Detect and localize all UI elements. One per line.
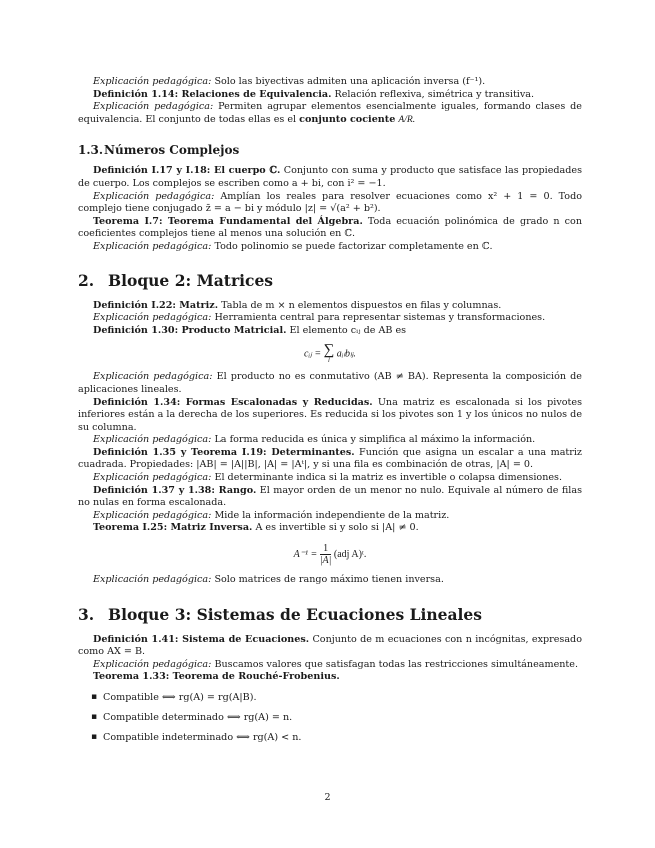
paragraph	[78, 447, 582, 472]
text: Permiten agrupar elementos esencialmente iguales, formando clases de equivalencia. El conjunto de todas ellas es el	[78, 101, 582, 125]
text: El elemento cᵢⱼ de AB es	[289, 324, 407, 336]
text: Mide la información independiente de la matriz.	[214, 509, 450, 521]
label: Definición 1.35 y Teorema I.19: Determinantes.	[93, 446, 355, 458]
text: El mayor orden de un menor no nulo. Equivale al número de filas no nulas en forma escalonada.	[78, 484, 582, 509]
paragraph	[78, 397, 582, 435]
paragraph	[78, 165, 582, 190]
paragraph	[78, 472, 582, 485]
equation-lhs: cᵢⱼ =	[304, 348, 322, 360]
paragraph	[78, 101, 582, 126]
text: Relación reflexiva, simétrica y transitiva.	[334, 88, 535, 100]
equation-lhs: A⁻¹ =	[293, 548, 318, 560]
fraction-denominator: |A|	[319, 555, 332, 567]
paragraph	[78, 312, 582, 325]
equation	[78, 543, 582, 566]
label: Definición 1.34: Formas Escalonadas y Reducidas.	[93, 396, 373, 408]
equation	[78, 343, 582, 365]
text: A es invertible si y solo si |A| ≠ 0.	[255, 522, 419, 534]
text: Una matriz es escalonada si los pivotes inferiores están a la derecha de los superiores. Es reducida si los pivotes son 1 y los únicos no nulos de su columna.	[78, 396, 582, 433]
paragraph	[78, 216, 582, 241]
text: El determinante indica si la matriz es invertible o colapsa dimensiones.	[214, 472, 563, 484]
label: Teorema I.25: Matriz Inversa.	[93, 522, 253, 534]
label: Teorema I.7: Teorema Fundamental del Álgebra.	[93, 215, 363, 227]
bold-term: conjunto cociente	[299, 113, 396, 125]
paragraph	[78, 522, 582, 535]
section-number: 3.	[78, 604, 95, 624]
paragraph	[78, 634, 582, 659]
label: Explicación pedagógica:	[93, 472, 212, 484]
text: Conjunto de m ecuaciones con n incógnitas, expresado como AX = B.	[78, 633, 582, 658]
section-heading	[78, 605, 582, 624]
paragraph	[78, 510, 582, 523]
list-item: ▪ Compatible indeterminado ⟺ rg(A) < n.	[78, 732, 582, 743]
page-number: 2	[324, 792, 331, 803]
text: Herramienta central para representar sistemas y transformaciones.	[214, 312, 546, 324]
label: Explicación pedagógica:	[93, 371, 213, 383]
list-item: ▪ Compatible determinado ⟺ rg(A) = n.	[78, 712, 582, 723]
paragraph	[78, 191, 582, 216]
text: Solo las biyectivas admiten una aplicación inversa (f⁻¹).	[214, 76, 486, 87]
label: Explicación pedagógica:	[93, 190, 215, 202]
label: Explicación pedagógica:	[93, 312, 212, 324]
text: Todo polinomio se puede factorizar completamente en ℂ.	[214, 240, 493, 252]
list-item: ▪ Compatible ⟺ rg(A) = rg(A|B).	[78, 692, 582, 703]
label: Definición I.17 y I.18: El cuerpo ℂ.	[93, 165, 281, 177]
paragraph	[78, 659, 582, 672]
section-title: Números Complejos	[104, 143, 240, 158]
bullet-list	[78, 692, 582, 743]
label: Explicación pedagógica:	[93, 658, 212, 670]
section-number: 2.	[78, 270, 95, 290]
label: Teorema 1.33: Teorema de Rouché-Frobenius.	[93, 671, 340, 683]
sum-index: l	[328, 357, 330, 365]
text: El producto no es conmutativo (AB ≠ BA). Representa la composición de aplicaciones lineales.	[78, 371, 582, 395]
paragraph	[78, 76, 582, 89]
label: Explicación pedagógica:	[93, 574, 212, 586]
text: Conjunto con suma y producto que satisface las propiedades de cuerpo. Los complejos se escriben como a + bi, con i² = −1.	[78, 165, 582, 189]
sum-symbol: ∑	[323, 342, 335, 359]
page-body	[78, 76, 582, 743]
section-heading	[78, 143, 582, 157]
paragraph	[78, 371, 582, 396]
label: Definición 1.14: Relaciones de Equivalencia.	[93, 88, 332, 100]
text: Tabla de m × n elementos dispuestos en filas y columnas.	[221, 299, 502, 311]
text: Toda ecuación polinómica de grado n con coeficientes complejos tiene al menos una solución en ℂ.	[78, 215, 582, 240]
paragraph	[78, 671, 582, 684]
label: Explicación pedagógica:	[93, 240, 212, 252]
label: Explicación pedagógica:	[93, 509, 212, 521]
paragraph	[78, 574, 582, 587]
section-title: Bloque 2: Matrices	[108, 270, 274, 290]
label: Definición 1.30: Producto Matricial.	[93, 324, 287, 336]
paragraph	[78, 300, 582, 313]
fraction	[320, 543, 332, 566]
text: La forma reducida es única y simplifica al máximo la información.	[214, 434, 536, 446]
text: Solo matrices de rango máximo tienen inversa.	[214, 574, 444, 586]
paragraph	[78, 325, 582, 338]
paragraph	[78, 241, 582, 254]
label: Definición 1.37 y 1.38: Rango.	[93, 484, 257, 496]
label: Definición 1.41: Sistema de Ecuaciones.	[93, 633, 310, 645]
label: Explicación pedagógica:	[93, 76, 212, 87]
text: Amplían los reales para resolver ecuaciones como x² + 1 = 0. Todo complejo tiene conjugado z̄ = a − bi y módulo |z| = √(a² + b²).	[78, 190, 582, 215]
equation-rhs: (adj A)ᵗ.	[333, 548, 367, 560]
math: A/R.	[398, 113, 416, 125]
equation-rhs: aᵢₗbₗⱼ.	[336, 348, 356, 360]
fraction-numerator: 1	[320, 543, 332, 555]
section-heading	[78, 271, 582, 290]
summation	[324, 343, 335, 365]
paragraph	[78, 89, 582, 102]
section-number: 1.3.	[78, 143, 104, 158]
label: Explicación pedagógica:	[93, 434, 212, 446]
label: Definición I.22: Matriz.	[93, 299, 219, 311]
paragraph	[78, 434, 582, 447]
label: Explicación pedagógica:	[93, 101, 214, 113]
text: Función que asigna un escalar a una matriz cuadrada. Propiedades: |AB| = |A||B|, |A| = |Aᵗ|, y si una fila es combinación de otras, |A| = 0.	[78, 446, 582, 471]
text: Buscamos valores que satisfagan todas las restricciones simultáneamente.	[214, 658, 579, 670]
paragraph	[78, 485, 582, 510]
section-title: Bloque 3: Sistemas de Ecuaciones Lineales	[108, 604, 483, 624]
